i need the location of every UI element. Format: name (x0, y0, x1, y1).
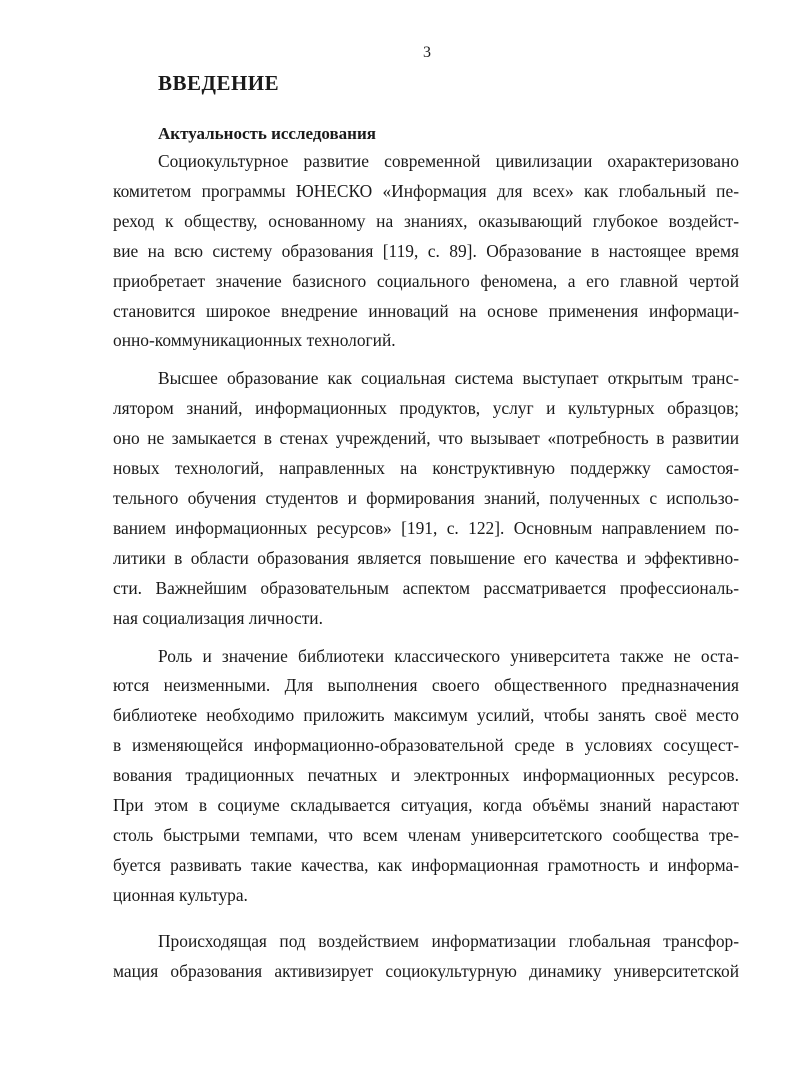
text-line: ная социализация личности. (113, 607, 323, 628)
text-line: в изменяющейся информационно-образовательной среде в условиях сосущест- (113, 735, 739, 756)
section-heading: ВВЕДЕНИЕ (158, 71, 280, 95)
text-line: Социокультурное развитие современной цивилизации охарактеризовано (158, 151, 739, 171)
text-line: тельного обучения студентов и формирования знаний, полученных с использо- (113, 487, 739, 508)
page-number: 3 (423, 44, 431, 61)
text-line: вования традиционных печатных и электронных информационных ресурсов. (113, 765, 739, 786)
paragraph-1 (113, 147, 739, 356)
document-body (113, 68, 739, 986)
subsection-heading: Актуальность исследования (158, 124, 376, 143)
text-line: ванием информационных ресурсов» [191, с. 122]. Основным направлением по- (113, 517, 739, 538)
text-line: лятором знаний, информационных продуктов, услуг и культурных образцов; (113, 398, 739, 419)
text-line: ются неизменными. Для выполнения своего общественного предназначения (113, 675, 739, 696)
text-line: оно не замыкается в стенах учреждений, что вызывает «потребность в развитии (113, 428, 739, 449)
text-line: становится широкое внедрение инноваций на основе применения информаци- (113, 300, 739, 321)
text-line: литики в области образования является повышение его качества и эффективно- (113, 547, 739, 568)
text-line: онно-коммуникационных технологий. (113, 330, 396, 351)
text-line: ционная культура. (113, 884, 248, 905)
text-line: вие на всю систему образования [119, с. 89]. Образование в настоящее время (113, 240, 739, 261)
text-line: Роль и значение библиотеки классического университета также не оста- (158, 645, 739, 666)
text-line: новых технологий, направленных на конструктивную поддержку самостоя- (113, 458, 739, 479)
paragraph-3 (113, 642, 739, 911)
text-line: приобретает значение базисного социального феномена, а его главной чертой (113, 270, 739, 291)
text-line: библиотеке необходимо приложить максимум усилий, чтобы занять своё место (113, 705, 739, 726)
text-line: Происходящая под воздействием информатизации глобальная трансфор- (158, 930, 739, 951)
text-line: мация образования активизирует социокультурную динамику университетской (113, 960, 739, 981)
text-line: При этом в социуме складывается ситуация, когда объёмы знаний нарастают (113, 795, 739, 816)
text-line: Высшее образование как социальная система выступает открытым транс- (158, 368, 739, 389)
text-line: буется развивать такие качества, как информационная грамотность и информа- (113, 854, 739, 875)
text-line: сти. Важнейшим образовательным аспектом рассматривается профессиональ- (113, 577, 739, 598)
text-line: комитетом программы ЮНЕСКО «Информация для всех» как глобальный пе- (113, 180, 739, 201)
text-line: столь быстрыми темпами, что всем членам университетского сообщества тре- (113, 824, 739, 845)
text-line: реход к обществу, основанному на знаниях, оказывающий глубокое воздейст- (113, 210, 739, 231)
paragraph-4 (113, 927, 739, 987)
paragraph-2 (113, 364, 739, 633)
